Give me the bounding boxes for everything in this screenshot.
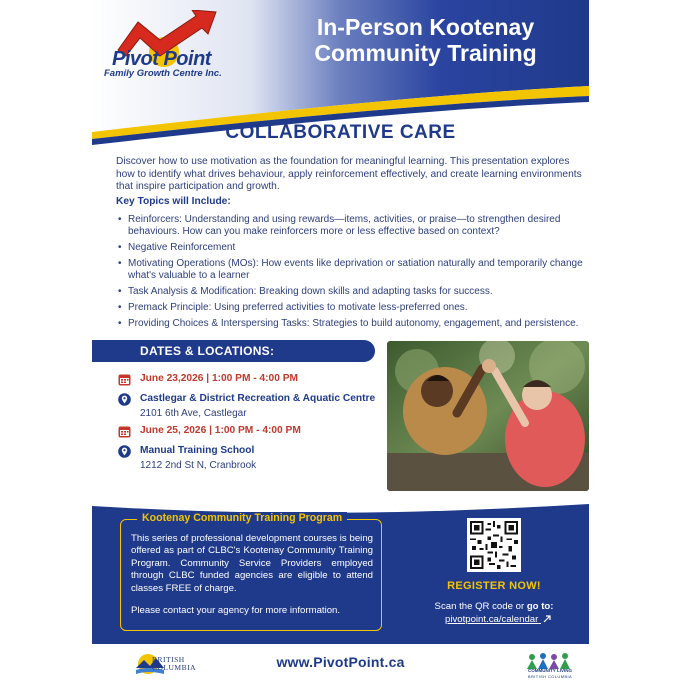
event-venue-row <box>118 392 380 408</box>
topic-item: • Reinforcers: Understanding and using rewards—items, activities, or praise—to strengthen desired behaviours. How can you make reinforcers more or less effective based on context? <box>116 214 586 239</box>
calendar-icon <box>118 373 131 386</box>
header-title-line1: In-Person Kootenay <box>316 14 535 40</box>
bc-logo-text-line1: BRITISH <box>152 655 185 664</box>
event-address: 2101 6th Ave, Castlegar <box>140 408 247 419</box>
scan-instructions <box>408 601 580 612</box>
bc-logo-text-line2: COLUMBIA <box>152 663 197 672</box>
topic-item: • Task Analysis & Modification: Breaking down skills and adapting tasks for success. <box>116 286 586 298</box>
dates-heading: DATES & LOCATIONS: <box>92 340 375 362</box>
topic-item: • Providing Choices & Interspersing Tasks: Strategies to build autonomy, engagement, and persistence. <box>116 318 586 330</box>
external-link-icon <box>543 615 551 623</box>
event-1 <box>118 372 380 424</box>
event-address-row <box>118 408 380 424</box>
calendar-link[interactable] <box>412 614 584 625</box>
event-address-row <box>118 460 380 476</box>
event-venue: Castlegar & District Recreation & Aquatic Centre <box>140 393 376 404</box>
program-contact: Please contact your agency for more information. <box>131 605 341 616</box>
topic-item: • Motivating Operations (MOs): How events like deprivation or satiation naturally and temporarily change what's valuable to a learner <box>116 258 586 283</box>
header-title-line2: Community Training <box>314 40 537 66</box>
event-date: June 23,2026 | 1:00 PM - 4:00 PM <box>140 373 299 384</box>
event-2 <box>118 424 380 476</box>
event-date: June 25, 2026 | 1:00 PM - 4:00 PM <box>140 425 301 436</box>
event-date-row <box>118 424 380 440</box>
footer <box>92 644 589 680</box>
topics-list <box>116 214 586 334</box>
scan-text-bold: go to: <box>526 601 554 612</box>
topic-item: • Premack Principle: Using preferred activities to motivate less-preferred ones. <box>116 302 586 314</box>
logo-tagline: Family Growth Centre Inc. <box>104 68 222 79</box>
program-description: This series of professional development courses is being offered as part of CLBC's Kootenay Community Training Program. Community Service Providers employed through CLBC funded agencies are eligible to attend classes FREE of charge. <box>131 533 373 594</box>
scan-text: Scan the QR code or <box>434 601 525 612</box>
location-pin-icon <box>118 393 131 406</box>
program-panel <box>92 504 589 644</box>
website-url[interactable]: www.PivotPoint.ca <box>276 654 405 670</box>
location-pin-icon <box>118 445 131 458</box>
clbc-logo-text-line2: BRITISH COLUMBIA <box>527 674 573 679</box>
qr-code[interactable] <box>467 518 521 572</box>
event-date-row <box>118 372 380 388</box>
flyer <box>92 0 589 680</box>
calendar-link-text[interactable]: pivotpoint.ca/calendar <box>444 614 539 625</box>
photo-high-five <box>387 341 589 491</box>
topics-heading: Key Topics will Include: <box>116 196 231 207</box>
program-title: Kootenay Community Training Program <box>137 512 347 524</box>
header-title <box>268 14 583 66</box>
event-venue-row <box>118 444 380 460</box>
clbc-logo-text-line1: COMMUNITY LIVING <box>528 668 572 673</box>
section-title: COLLABORATIVE CARE <box>225 122 456 143</box>
event-address: 1212 2nd St N, Cranbrook <box>140 460 257 471</box>
topic-item: • Negative Reinforcement <box>116 242 586 254</box>
event-venue: Manual Training School <box>140 445 255 456</box>
intro-paragraph: Discover how to use motivation as the foundation for meaningful learning. This presentation explores how to identify what drives behaviour, apply reinforcement effectively, and create learning environments that inspire participation and growth. <box>116 156 582 192</box>
register-now-label: REGISTER NOW! <box>447 580 541 592</box>
logo-name: Pivot Point <box>112 48 211 70</box>
calendar-icon <box>118 425 131 438</box>
